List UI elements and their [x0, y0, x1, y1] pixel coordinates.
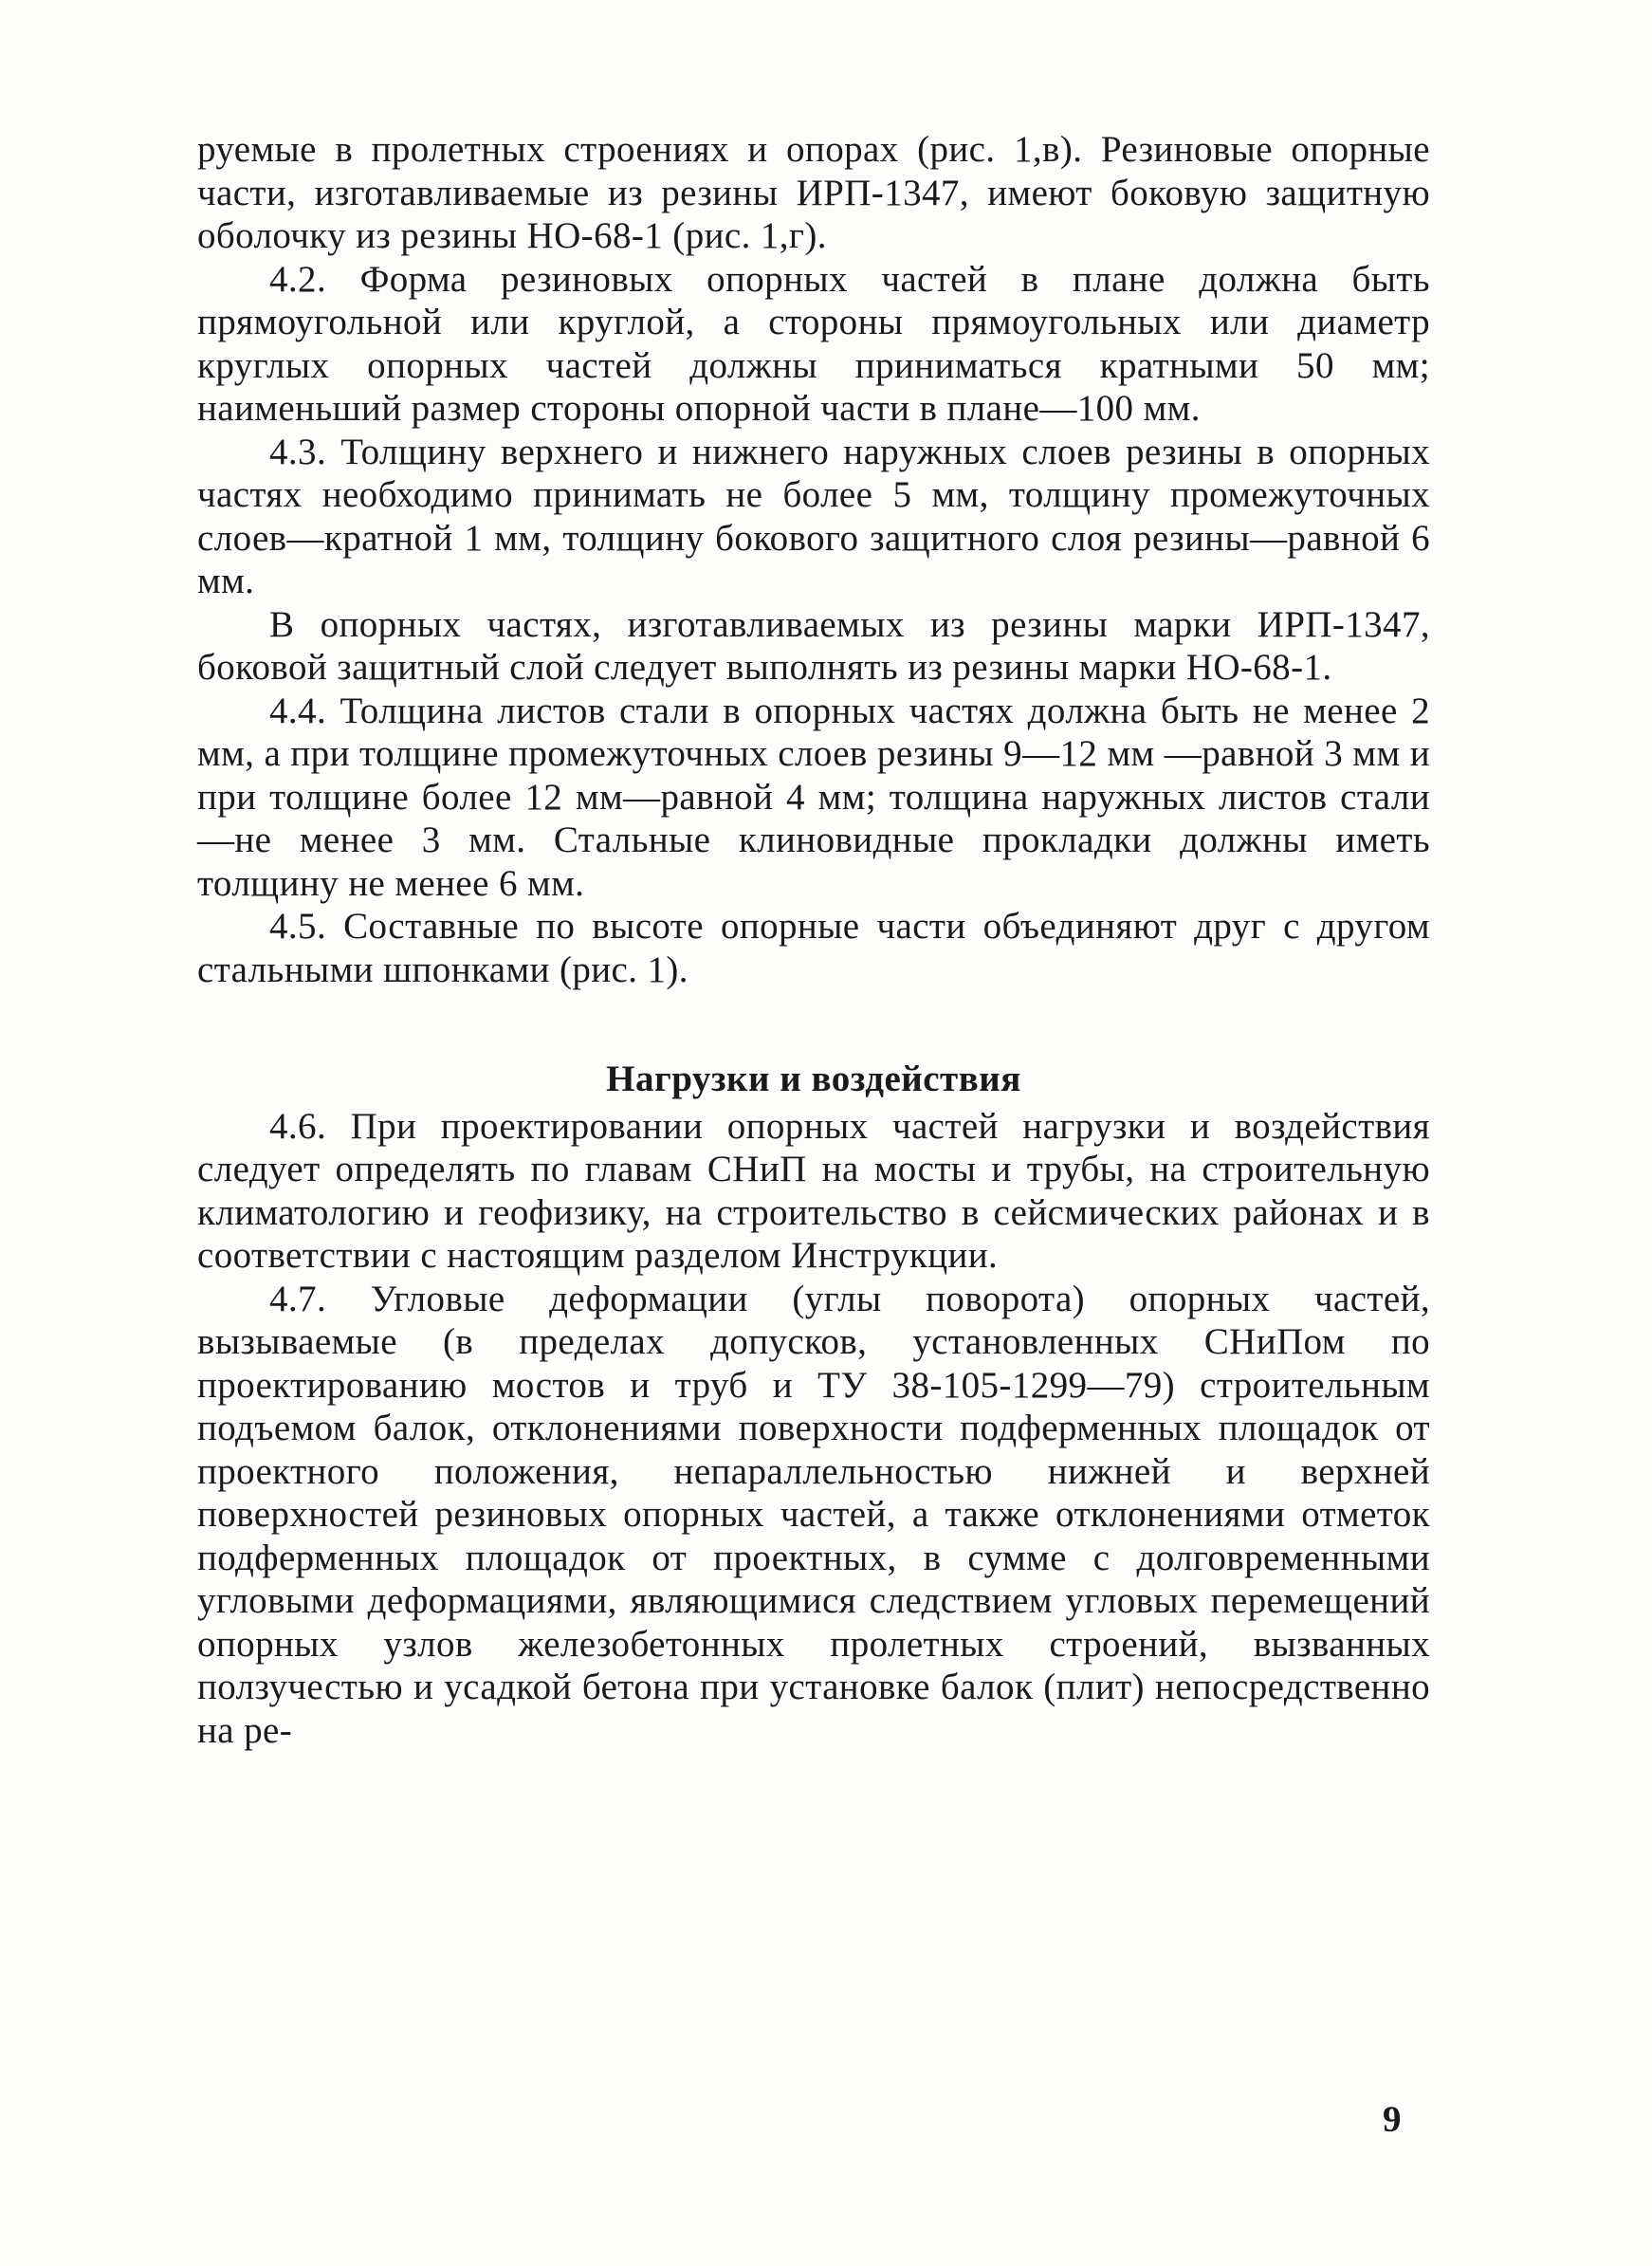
- section-heading: Нагрузки и воздействия: [606, 1059, 1021, 1099]
- paragraph-continuation: руемые в пролетных строениях и опорах (рис. 1,в). Резиновые опорные части, изготавливаемые из резины ИРП-1347, имеют боковую защитную оболочку из резины НО-68-1 (рис. 1,г).: [197, 129, 1430, 256]
- paragraph-4-7: 4.7. Угловые деформации (углы поворота) опорных частей, вызываемые (в пределах допусков, установленных СНиПом по проектированию мостов и труб и ТУ 38-105-1299—79) строительным подъемом балок, отклонениями поверхности подферменных площадок от проектного положения, непараллельностью нижней и верхней поверхностей резиновых опорных частей, а также отклонениями отметок подферменных площадок от проектных, в сумме с долговременными угловыми деформациями, являющимися следствием угловых перемещений опорных узлов железобетонных пролетных строений, вызванных ползучестью и усадкой бетона при установке балок (плит) непосредственно на ре-: [197, 1278, 1430, 1751]
- body-text: [197, 128, 1430, 1752]
- paragraph-4-3: 4.3. Толщину верхнего и нижнего наружных слоев резины в опорных частях необходимо принимать не более 5 мм, толщину промежуточных слоев—кратной 1 мм, толщину бокового защитного слоя резины—равной 6 мм.: [197, 431, 1430, 601]
- paragraph-4-4: 4.4. Толщина листов стали в опорных частях должна быть не менее 2 мм, а при толщине промежуточных слоев резины 9—12 мм —равной 3 мм и при толщине более 12 мм—равной 4 мм; толщина наружных листов стали—не менее 3 мм. Стальные клиновидные прокладки должны иметь толщину не менее 6 мм.: [197, 690, 1430, 904]
- paragraph-4-2: 4.2. Форма резиновых опорных частей в плане должна быть прямоугольной или круглой, а стороны прямоугольных или диаметр круглых опорных частей должны приниматься кратными 50 мм; наименьший размер стороны опорной части в плане—100 мм.: [197, 258, 1430, 429]
- paragraph-4-6: 4.6. При проектировании опорных частей нагрузки и воздействия следует определять по главам СНиП на мосты и трубы, на строительную климатологию и геофизику, на строительство в сейсмических районах и в соответствии с настоящим разделом Инструкции.: [197, 1105, 1430, 1276]
- page-number: 9: [1383, 2099, 1402, 2140]
- paragraph-4-3-note: В опорных частях, изготавливаемых из резины марки ИРП-1347, боковой защитный слой следует выполнять из резины марки НО-68-1.: [197, 603, 1430, 688]
- paragraph-4-5: 4.5. Составные по высоте опорные части объединяют друг с другом стальными шпонками (рис. 1).: [197, 906, 1430, 990]
